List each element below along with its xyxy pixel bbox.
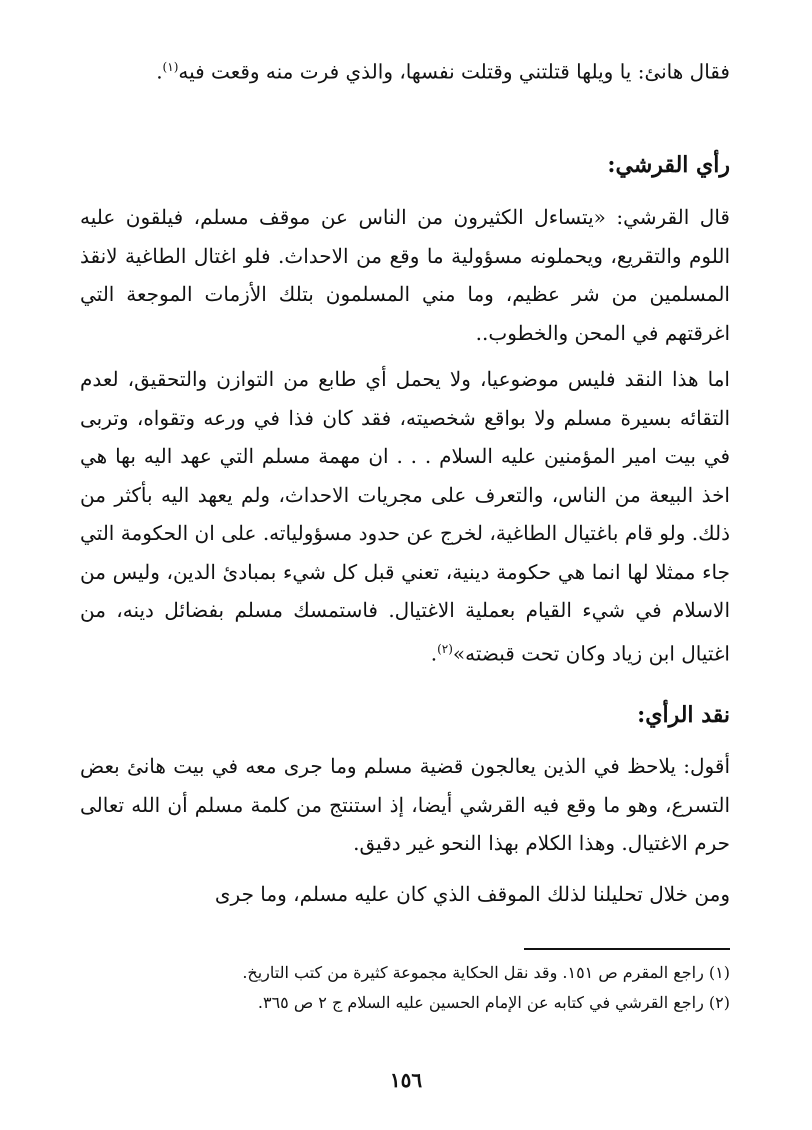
paragraph-1-text: فقال هانئ: يا ويلها قتلتني وقتلت نفسها، والذي فرت منه وقعت فيه <box>178 59 730 84</box>
footnote-ref-1[interactable]: (١) <box>162 60 179 74</box>
footnote-2: (٢) راجع القرشي في كتابه عن الإمام الحسين عليه السلام ج ٢ ص ٣٦٥. <box>257 993 730 1012</box>
paragraph-3-end: . <box>430 641 438 666</box>
paragraph-1-end: . <box>156 59 163 84</box>
footnote-divider <box>524 948 730 950</box>
footnotes <box>80 958 730 1018</box>
page-number: ١٥٦ <box>389 1068 423 1092</box>
paragraph-3 <box>80 360 730 673</box>
paragraph-3-text: اما هذا النقد فليس موضوعيا، ولا يحمل أي طابع من التوازن والتحقيق، لعدم التقائه بسيرة مسلم ولا بواقع شخصيته، فقد كان فذا في ورعه وتقواه، وتربى في بيت امير المؤمنين عليه السلام . . . ان مهمة مسلم التي عهد اليه بها هي اخذ البيعة من الناس، والتعرف على مجريات الاحداث، ولم يعهد اليه بأكثر من ذلك. ولو قام باغتيال الطاغية، لخرج عن حدود مسؤولياته. على ان الحكومة التي جاء ممثلا لها انما هي حكومة دينية، تعني قبل كل شيء بمبادئ الدين، وليس من الاسلام في شيء القيام بعملية الاغتيال. فاستمسك مسلم بفضائل دينه، من اغتيال ابن زياد وكان تحت قبضته» <box>80 367 730 666</box>
paragraph-2 <box>80 198 730 352</box>
paragraph-5-text: ومن خلال تحليلنا لذلك الموقف الذي كان عليه مسلم، وما جرى <box>214 882 730 906</box>
section-heading-qurashi <box>80 150 730 180</box>
heading-critique: نقد الرأي: <box>637 702 730 728</box>
footnote-1: (١) راجع المقرم ص ١٥١. وقد نقل الحكاية مجموعة كثيرة من كتب التاريخ. <box>242 963 730 982</box>
paragraph-4-text: أقول: يلاحظ في الذين يعالجون قضية مسلم وما جرى معه في بيت هانئ بعض التسرع، وهو ما وقع فيه القرشي أيضا، إذ استنتج من كلمة مسلم أن الله تعالى حرم الاغتيال. وهذا الكلام بهذا النحو غير دقيق. <box>80 754 730 855</box>
section-heading-critique <box>80 700 730 730</box>
paragraph-2-text: قال القرشي: «يتساءل الكثيرون من الناس عن موقف مسلم، فيلقون عليه اللوم والتقريع، ويحملونه مسؤولية ما وقع من الاحداث. فلو اغتال الطاغية لانقذ المسلمين من شر عظيم، وما مني المسلمون بتلك الأزمات الموجعة التي اغرقتهم في المحن والخطوب.. <box>80 205 730 345</box>
footnote-ref-2[interactable]: (٢) <box>437 641 453 656</box>
paragraph-1 <box>80 48 730 91</box>
paragraph-4 <box>80 747 730 863</box>
heading-qurashi-opinion: رأي القرشي: <box>607 152 730 178</box>
paragraph-5 <box>80 875 730 914</box>
